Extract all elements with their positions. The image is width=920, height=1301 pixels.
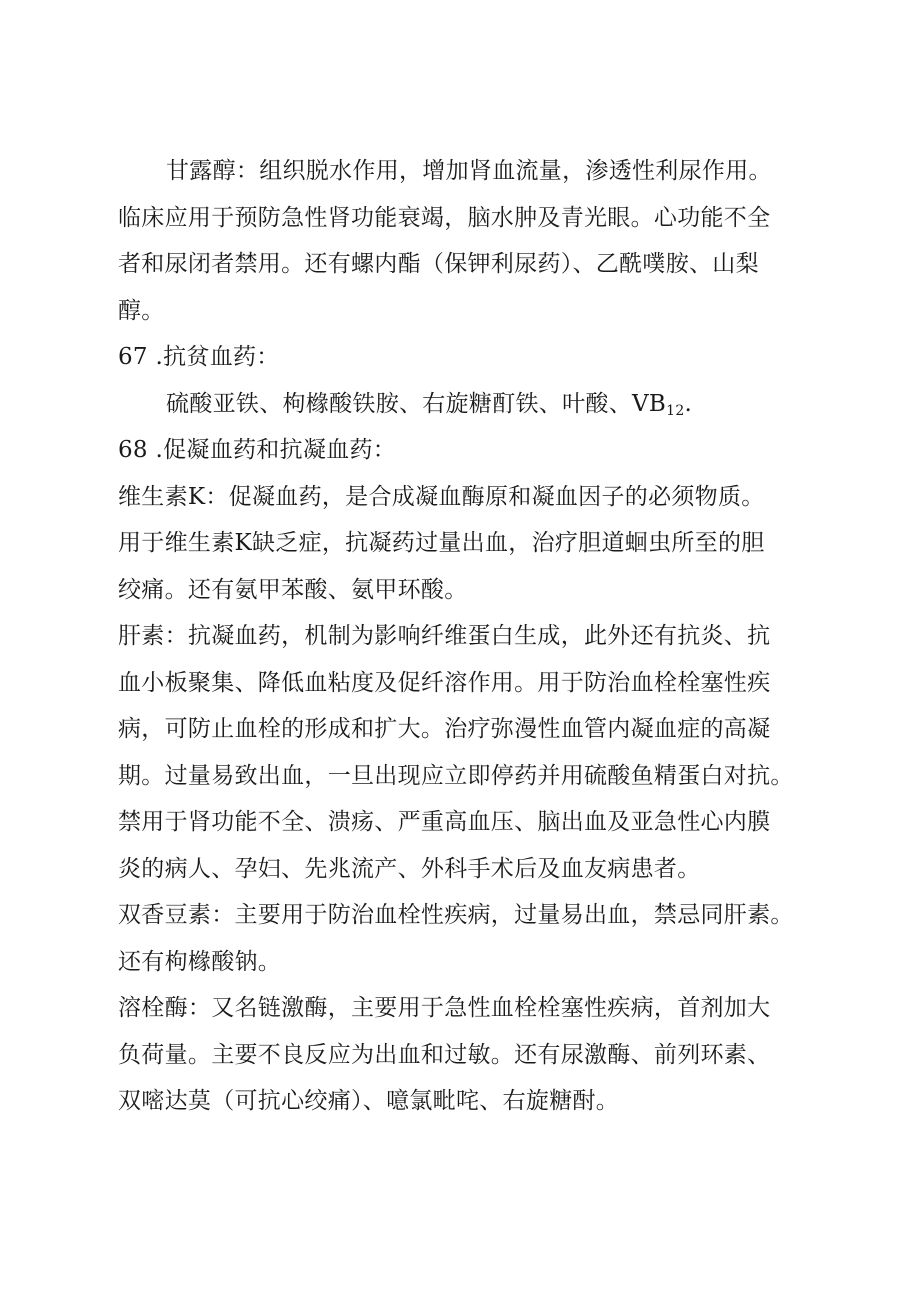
text-line: 维生素K：促凝血药，是合成凝血酶原和凝血因子的必须物质。 (118, 483, 765, 510)
period: . (684, 390, 693, 417)
anemia-drugs-text: 硫酸亚铁、枸橼酸铁胺、右旋糖酊铁、叶酸、VB (166, 390, 667, 417)
text-line: 者和尿闭者禁用。还有螺内酯（保钾利尿药）、乙酰噗胺、山梨 (118, 251, 759, 277)
document-page (118, 148, 808, 1125)
text-line: 醇。 (118, 297, 165, 324)
text-line: 负荷量。主要不良反应为出血和过敏。还有尿激酶、前列环素、 (118, 1041, 771, 1068)
text-line: 期。过量易致出血，一旦出现应立即停药并用硫酸鱼精蛋白对抗。 (118, 762, 794, 789)
subscript: 12 (666, 402, 685, 419)
text-line: 绞痛。还有氨甲苯酸、氨甲环酸。 (118, 576, 468, 603)
section-67 (118, 334, 808, 427)
text-line: 炎的病人、孕妇、先兆流产、外科手术后及血友病患者。 (118, 855, 701, 882)
heparin-paragraph (118, 613, 808, 892)
anemia-drugs-line (118, 381, 808, 428)
text-line: 溶栓酶：又名链激酶，主要用于急性血栓栓塞性疾病，首剂加大 (118, 995, 771, 1021)
text-line: 还有枸橼酸钠。 (118, 948, 282, 975)
mannitol-paragraph (118, 148, 808, 334)
text-line: 血小板聚集、降低血粘度及促纤溶作用。用于防治血栓栓塞性疾 (118, 669, 771, 696)
text-line: 肝素：抗凝血药，机制为影响纤维蛋白生成，此外还有抗炎、抗 (118, 623, 771, 649)
text-line: 病，可防止血栓的形成和扩大。治疗弥漫性血管内凝血症的高凝 (118, 716, 771, 742)
text-line: 禁用于肾功能不全、溃疡、严重高血压、脑出血及亚急性心内膜 (118, 809, 771, 835)
text-line: 双香豆素：主要用于防治血栓性疾病，过量易出血，禁忌同肝素。 (118, 902, 794, 928)
text-line: 双嘧达莫（可抗心绞痛）、噫氯毗咤、右旋糖酎。 (118, 1088, 620, 1114)
text-line: 临床应用于预防急性肾功能衰竭，脑水肿及青光眼。心功能不全 (118, 204, 771, 231)
text-line: 用于维生素K缺乏症，抗凝药过量出血，治疗胆道蛔虫所至的胆 (118, 530, 765, 556)
text-line: 甘露醇：组织脱水作用，增加肾血流量，渗透性利尿作用。 (166, 158, 772, 184)
section-68 (118, 427, 808, 1125)
vitamin-k-paragraph (118, 474, 808, 614)
streptokinase-paragraph (118, 985, 808, 1125)
section-heading: 68 .促凝血药和抗凝血药： (118, 437, 397, 463)
dicoumarol-paragraph (118, 892, 808, 985)
section-heading: 67 .抗贫血药： (118, 344, 280, 370)
